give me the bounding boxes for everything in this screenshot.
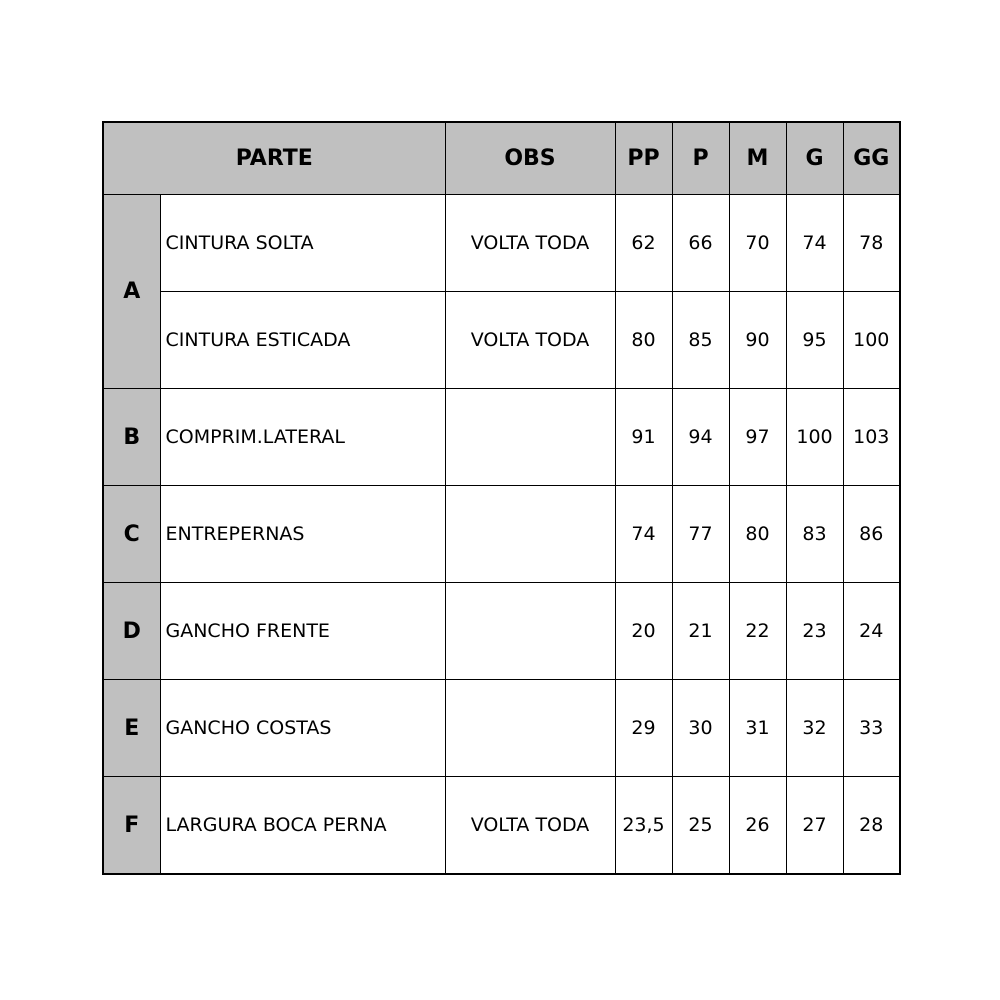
row-letter: D bbox=[103, 583, 160, 680]
part-name: GANCHO FRENTE bbox=[160, 583, 445, 680]
value-cell: 25 bbox=[672, 777, 729, 875]
value-cell: 74 bbox=[786, 195, 843, 292]
obs-cell: VOLTA TODA bbox=[445, 777, 615, 875]
obs-cell bbox=[445, 389, 615, 486]
table-row bbox=[103, 680, 900, 777]
header-size-g: G bbox=[786, 122, 843, 195]
value-cell: 24 bbox=[843, 583, 900, 680]
row-letter: C bbox=[103, 486, 160, 583]
value-cell: 33 bbox=[843, 680, 900, 777]
value-cell: 74 bbox=[615, 486, 672, 583]
value-cell: 20 bbox=[615, 583, 672, 680]
header-parte: PARTE bbox=[103, 122, 445, 195]
value-cell: 90 bbox=[729, 292, 786, 389]
row-letter: B bbox=[103, 389, 160, 486]
value-cell: 32 bbox=[786, 680, 843, 777]
obs-cell: VOLTA TODA bbox=[445, 292, 615, 389]
obs-cell: VOLTA TODA bbox=[445, 195, 615, 292]
part-name: ENTREPERNAS bbox=[160, 486, 445, 583]
header-size-p: P bbox=[672, 122, 729, 195]
value-cell: 28 bbox=[843, 777, 900, 875]
part-name: CINTURA ESTICADA bbox=[160, 292, 445, 389]
value-cell: 26 bbox=[729, 777, 786, 875]
header-size-m: M bbox=[729, 122, 786, 195]
header-obs: OBS bbox=[445, 122, 615, 195]
header-size-pp: PP bbox=[615, 122, 672, 195]
value-cell: 103 bbox=[843, 389, 900, 486]
part-name: LARGURA BOCA PERNA bbox=[160, 777, 445, 875]
value-cell: 100 bbox=[786, 389, 843, 486]
table-row bbox=[103, 777, 900, 875]
value-cell: 80 bbox=[729, 486, 786, 583]
part-name: COMPRIM.LATERAL bbox=[160, 389, 445, 486]
table-row bbox=[103, 486, 900, 583]
obs-cell bbox=[445, 583, 615, 680]
value-cell: 100 bbox=[843, 292, 900, 389]
row-letter: F bbox=[103, 777, 160, 875]
value-cell: 95 bbox=[786, 292, 843, 389]
value-cell: 78 bbox=[843, 195, 900, 292]
value-cell: 23,5 bbox=[615, 777, 672, 875]
value-cell: 83 bbox=[786, 486, 843, 583]
value-cell: 31 bbox=[729, 680, 786, 777]
value-cell: 85 bbox=[672, 292, 729, 389]
value-cell: 97 bbox=[729, 389, 786, 486]
value-cell: 77 bbox=[672, 486, 729, 583]
table-row bbox=[103, 389, 900, 486]
value-cell: 91 bbox=[615, 389, 672, 486]
value-cell: 62 bbox=[615, 195, 672, 292]
value-cell: 86 bbox=[843, 486, 900, 583]
obs-cell bbox=[445, 680, 615, 777]
header-row bbox=[103, 122, 900, 195]
value-cell: 30 bbox=[672, 680, 729, 777]
value-cell: 23 bbox=[786, 583, 843, 680]
header-size-gg: GG bbox=[843, 122, 900, 195]
table-row bbox=[103, 195, 900, 292]
value-cell: 21 bbox=[672, 583, 729, 680]
value-cell: 27 bbox=[786, 777, 843, 875]
value-cell: 80 bbox=[615, 292, 672, 389]
table-row bbox=[103, 292, 900, 389]
part-name: CINTURA SOLTA bbox=[160, 195, 445, 292]
size-table bbox=[102, 121, 901, 875]
table-row bbox=[103, 583, 900, 680]
value-cell: 94 bbox=[672, 389, 729, 486]
part-name: GANCHO COSTAS bbox=[160, 680, 445, 777]
obs-cell bbox=[445, 486, 615, 583]
row-letter: A bbox=[103, 195, 160, 389]
value-cell: 22 bbox=[729, 583, 786, 680]
value-cell: 29 bbox=[615, 680, 672, 777]
value-cell: 66 bbox=[672, 195, 729, 292]
row-letter: E bbox=[103, 680, 160, 777]
value-cell: 70 bbox=[729, 195, 786, 292]
